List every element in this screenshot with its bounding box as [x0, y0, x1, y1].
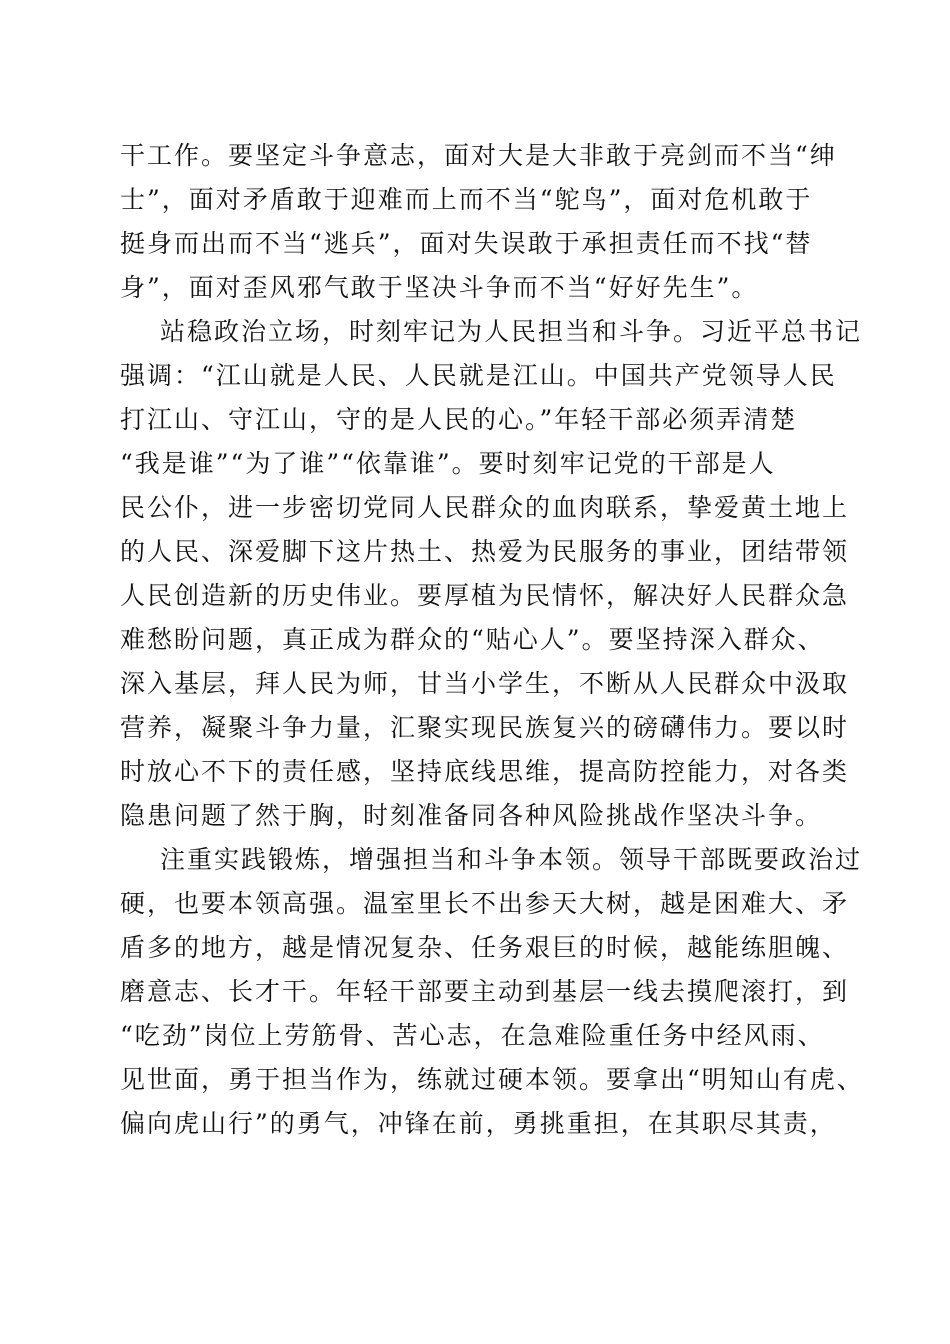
- paragraph-3-line-2: 硬，也要本领高强。温室里长不出参天大树，越是困难大、矛: [120, 889, 850, 918]
- document-body: [120, 134, 864, 1146]
- paragraph-2-line-6: 的人民、深爱脚下这片热土、热爱为民服务的事业，团结带领: [120, 537, 850, 566]
- paragraph-3-line-6: 见世面，勇于担当作为，练就过硬本领。要拿出“明知山有虎、: [120, 1065, 864, 1094]
- paragraph-3-line-5: “吃劲”岗位上劳筋骨、苦心志，在急难险重任务中经风雨、: [120, 1021, 825, 1050]
- paragraph-3-line-7: 偏向虎山行”的勇气，冲锋在前，勇挑重担，在其职尽其责，: [120, 1109, 837, 1138]
- paragraph-2-line-2: 强调：“江山就是人民、人民就是江山。中国共产党领导人民: [120, 361, 837, 390]
- paragraph-2-line-5: 民公仆，进一步密切党同人民群众的血肉联系，挚爱黄土地上: [120, 493, 850, 522]
- paragraph-2-line-11: 时放心不下的责任感，坚持底线思维，提高防控能力，对各类: [120, 757, 850, 786]
- paragraph-2-line-1: 站稳政治立场，时刻牢记为人民担当和斗争。习近平总书记: [160, 317, 863, 346]
- paragraph-2-line-8: 难愁盼问题，真正成为群众的“贴心人”。要坚持深入群众、: [120, 625, 825, 654]
- paragraph-1-line-4: 身”，面对歪风邪气敢于坚决斗争而不当“好好先生”。: [120, 273, 759, 302]
- paragraph-1-line-1: 干工作。要坚定斗争意志，面对大是大非敢于亮剑而不当“绅: [120, 141, 837, 170]
- paragraph-1-line-2: 士”，面对矛盾敢于迎难而上而不当“鸵鸟”，面对危机敢于: [120, 185, 813, 214]
- paragraph-3-line-4: 磨意志、长才干。年轻干部要主动到基层一线去摸爬滚打，到: [120, 977, 850, 1006]
- paragraph-2-line-10: 营养，凝聚斗争力量，汇聚实现民族复兴的磅礴伟力。要以时: [120, 713, 850, 742]
- paragraph-2-line-4: “我是谁”“为了谁”“依靠谁”。要时刻牢记党的干部是人: [120, 449, 776, 478]
- paragraph-2-line-7: 人民创造新的历史伟业。要厚植为民情怀，解决好人民群众急: [120, 581, 850, 610]
- paragraph-3-line-1: 注重实践锻炼，增强担当和斗争本领。领导干部既要政治过: [160, 845, 863, 874]
- paragraph-2-line-12: 隐患问题了然于胸，时刻准备同各种风险挑战作坚决斗争。: [120, 801, 823, 830]
- paragraph-2-line-9: 深入基层，拜人民为师，甘当小学生，不断从人民群众中汲取: [120, 669, 850, 698]
- paragraph-2-line-3: 打江山、守江山，守的是人民的心。”年轻干部必须弄清楚: [120, 405, 798, 434]
- paragraph-3-line-3: 盾多的地方，越是情况复杂、任务艰巨的时候，越能练胆魄、: [120, 933, 850, 962]
- paragraph-1-line-3: 挺身而出而不当“逃兵”，面对失误敢于承担责任而不找“替: [120, 229, 813, 258]
